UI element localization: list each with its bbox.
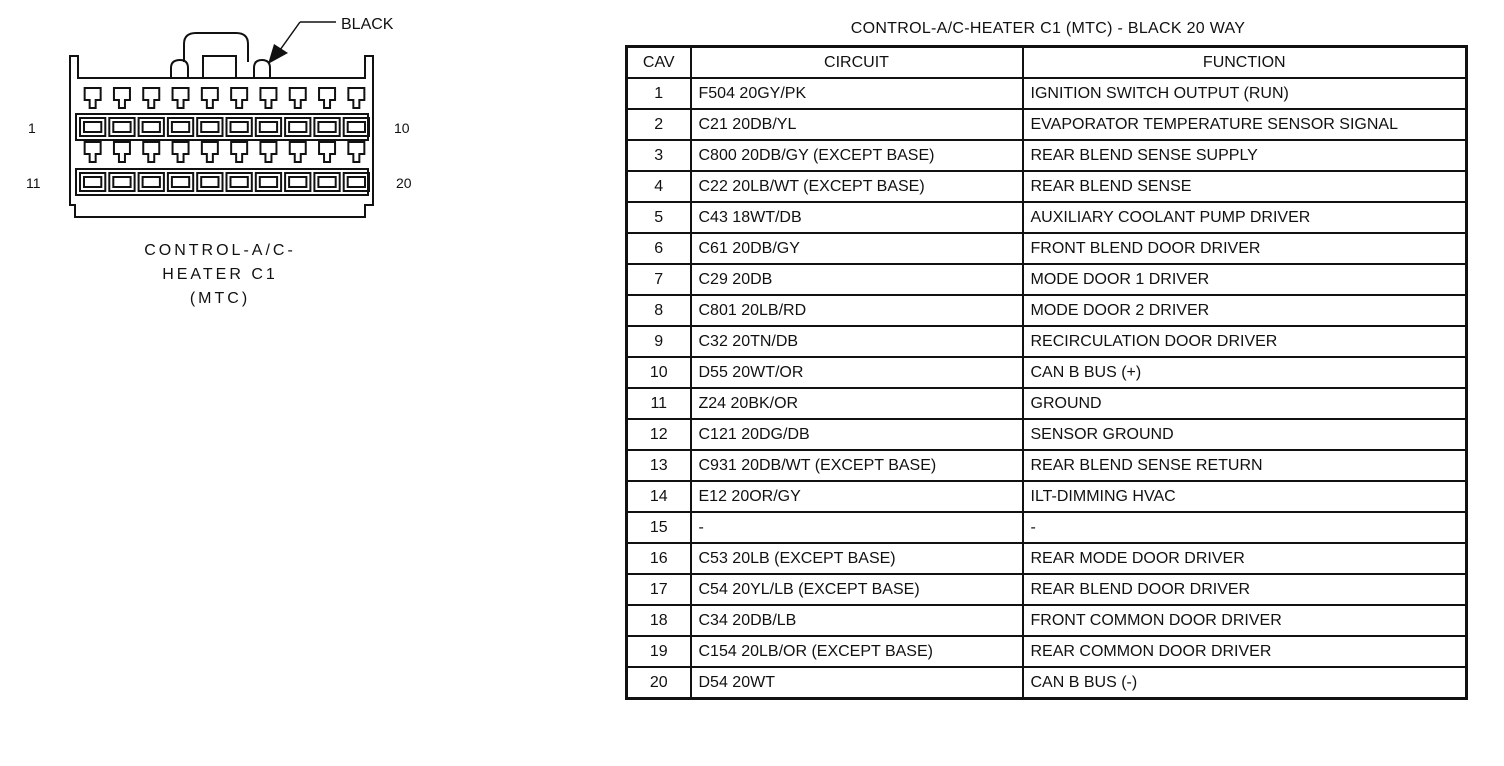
terminal-latch bbox=[290, 88, 306, 108]
terminal-latch bbox=[260, 88, 276, 108]
terminal-latch bbox=[348, 88, 364, 108]
connector-caption-line-3: (MTC) bbox=[189, 290, 251, 307]
terminal-cavity-inner bbox=[201, 122, 218, 132]
circuit-cell: C800 20DB/GY (EXCEPT BASE) bbox=[691, 140, 1023, 171]
function-cell: REAR COMMON DOOR DRIVER bbox=[1023, 636, 1467, 667]
table-title: CONTROL-A/C-HEATER C1 (MTC) - BLACK 20 WAY bbox=[850, 20, 1246, 37]
table-row bbox=[627, 326, 1467, 357]
circuit-cell: C154 20LB/OR (EXCEPT BASE) bbox=[691, 636, 1023, 667]
terminal-latch bbox=[143, 142, 159, 162]
terminal-cavity-inner bbox=[348, 122, 365, 132]
terminal-cavity-inner bbox=[113, 177, 130, 187]
terminal-latch bbox=[173, 88, 189, 108]
pin-label-11: 11 bbox=[26, 175, 41, 191]
terminal-latch bbox=[85, 142, 101, 162]
function-cell: FRONT COMMON DOOR DRIVER bbox=[1023, 605, 1467, 636]
cav-cell: 7 bbox=[627, 264, 691, 295]
terminal-latch bbox=[231, 142, 247, 162]
table-row bbox=[627, 636, 1467, 667]
circuit-cell: D54 20WT bbox=[691, 667, 1023, 699]
terminal-cavity-inner bbox=[84, 122, 101, 132]
pin-label-10: 10 bbox=[394, 120, 410, 136]
circuit-cell: C29 20DB bbox=[691, 264, 1023, 295]
terminal-cavity-inner bbox=[289, 177, 306, 187]
circuit-cell: D55 20WT/OR bbox=[691, 357, 1023, 388]
cav-cell: 10 bbox=[627, 357, 691, 388]
function-cell: IGNITION SWITCH OUTPUT (RUN) bbox=[1023, 78, 1467, 109]
terminal-cavity-inner bbox=[143, 177, 160, 187]
header-circuit: CIRCUIT bbox=[691, 47, 1023, 79]
table-row bbox=[627, 78, 1467, 109]
cav-cell: 15 bbox=[627, 512, 691, 543]
terminal-cavity-inner bbox=[201, 177, 218, 187]
table-row bbox=[627, 419, 1467, 450]
table-row bbox=[627, 605, 1467, 636]
circuit-cell: E12 20OR/GY bbox=[691, 481, 1023, 512]
terminal-cavity-inner bbox=[172, 122, 189, 132]
function-cell: - bbox=[1023, 512, 1467, 543]
terminal-latch bbox=[319, 88, 335, 108]
table-row bbox=[627, 264, 1467, 295]
cav-cell: 6 bbox=[627, 233, 691, 264]
terminal-latch bbox=[231, 88, 247, 108]
cav-cell: 14 bbox=[627, 481, 691, 512]
header-cav: CAV bbox=[627, 47, 691, 79]
cav-cell: 9 bbox=[627, 326, 691, 357]
cav-cell: 19 bbox=[627, 636, 691, 667]
table-row bbox=[627, 574, 1467, 605]
table-row bbox=[627, 481, 1467, 512]
circuit-cell: C34 20DB/LB bbox=[691, 605, 1023, 636]
function-cell: CAN B BUS (-) bbox=[1023, 667, 1467, 699]
function-cell: EVAPORATOR TEMPERATURE SENSOR SIGNAL bbox=[1023, 109, 1467, 140]
terminal-cavity-inner bbox=[260, 177, 277, 187]
cav-cell: 17 bbox=[627, 574, 691, 605]
terminal-latch bbox=[143, 88, 159, 108]
pin-label-20: 20 bbox=[396, 175, 412, 191]
table-row bbox=[627, 202, 1467, 233]
terminal-cavity-inner bbox=[289, 122, 306, 132]
terminal-cavity-inner bbox=[143, 122, 160, 132]
table-row bbox=[627, 512, 1467, 543]
table-row bbox=[627, 140, 1467, 171]
terminal-latch bbox=[319, 142, 335, 162]
terminal-latch bbox=[202, 142, 218, 162]
table-body bbox=[627, 78, 1467, 699]
terminal-latch bbox=[260, 142, 276, 162]
circuit-cell: C22 20LB/WT (EXCEPT BASE) bbox=[691, 171, 1023, 202]
table-row bbox=[627, 233, 1467, 264]
circuit-cell: F504 20GY/PK bbox=[691, 78, 1023, 109]
terminal-cavity-inner bbox=[231, 122, 248, 132]
terminal-cavity-inner bbox=[260, 122, 277, 132]
color-callout-label: BLACK bbox=[341, 16, 394, 33]
circuit-cell: C21 20DB/YL bbox=[691, 109, 1023, 140]
cav-cell: 3 bbox=[627, 140, 691, 171]
function-cell: REAR BLEND SENSE RETURN bbox=[1023, 450, 1467, 481]
terminal-latch bbox=[290, 142, 306, 162]
connector-diagram bbox=[0, 0, 600, 766]
table-row bbox=[627, 295, 1467, 326]
terminal-latch bbox=[348, 142, 364, 162]
circuit-cell: C801 20LB/RD bbox=[691, 295, 1023, 326]
function-cell: REAR BLEND SENSE bbox=[1023, 171, 1467, 202]
terminal-grid bbox=[76, 88, 369, 195]
table-header-row bbox=[627, 47, 1467, 79]
circuit-cell: C121 20DG/DB bbox=[691, 419, 1023, 450]
function-cell: REAR MODE DOOR DRIVER bbox=[1023, 543, 1467, 574]
circuit-cell: - bbox=[691, 512, 1023, 543]
circuit-cell: Z24 20BK/OR bbox=[691, 388, 1023, 419]
terminal-cavity-inner bbox=[84, 177, 101, 187]
circuit-cell: C32 20TN/DB bbox=[691, 326, 1023, 357]
table-row bbox=[627, 450, 1467, 481]
color-callout bbox=[268, 16, 394, 64]
cav-cell: 1 bbox=[627, 78, 691, 109]
terminal-cavity-inner bbox=[113, 122, 130, 132]
cav-cell: 4 bbox=[627, 171, 691, 202]
circuit-cell: C54 20YL/LB (EXCEPT BASE) bbox=[691, 574, 1023, 605]
function-cell: AUXILIARY COOLANT PUMP DRIVER bbox=[1023, 202, 1467, 233]
table-row bbox=[627, 109, 1467, 140]
terminal-cavity-inner bbox=[231, 177, 248, 187]
terminal-cavity-inner bbox=[318, 177, 335, 187]
circuit-cell: C43 18WT/DB bbox=[691, 202, 1023, 233]
table-row bbox=[627, 667, 1467, 699]
terminal-latch bbox=[85, 88, 101, 108]
cav-cell: 13 bbox=[627, 450, 691, 481]
cav-cell: 16 bbox=[627, 543, 691, 574]
circuit-cell: C53 20LB (EXCEPT BASE) bbox=[691, 543, 1023, 574]
cav-cell: 5 bbox=[627, 202, 691, 233]
terminal-latch bbox=[173, 142, 189, 162]
pin-label-1: 1 bbox=[28, 120, 36, 136]
terminal-latch bbox=[114, 142, 130, 162]
table-row bbox=[627, 357, 1467, 388]
function-cell: FRONT BLEND DOOR DRIVER bbox=[1023, 233, 1467, 264]
function-cell: MODE DOOR 2 DRIVER bbox=[1023, 295, 1467, 326]
function-cell: REAR BLEND DOOR DRIVER bbox=[1023, 574, 1467, 605]
cav-cell: 2 bbox=[627, 109, 691, 140]
cav-cell: 8 bbox=[627, 295, 691, 326]
function-cell: SENSOR GROUND bbox=[1023, 419, 1467, 450]
terminal-cavity-inner bbox=[348, 177, 365, 187]
circuit-cell: C61 20DB/GY bbox=[691, 233, 1023, 264]
pinout-table bbox=[625, 45, 1468, 700]
terminal-cavity-inner bbox=[318, 122, 335, 132]
table-row bbox=[627, 543, 1467, 574]
cav-cell: 18 bbox=[627, 605, 691, 636]
function-cell: RECIRCULATION DOOR DRIVER bbox=[1023, 326, 1467, 357]
terminal-latch bbox=[202, 88, 218, 108]
function-cell: CAN B BUS (+) bbox=[1023, 357, 1467, 388]
header-function: FUNCTION bbox=[1023, 47, 1467, 79]
connector-caption-line-1: CONTROL-A/C- bbox=[144, 242, 296, 259]
table-row bbox=[627, 171, 1467, 202]
function-cell: ILT-DIMMING HVAC bbox=[1023, 481, 1467, 512]
connector-caption-line-2: HEATER C1 bbox=[162, 266, 278, 283]
cav-cell: 11 bbox=[627, 388, 691, 419]
terminal-latch bbox=[114, 88, 130, 108]
circuit-cell: C931 20DB/WT (EXCEPT BASE) bbox=[691, 450, 1023, 481]
table-row bbox=[627, 388, 1467, 419]
function-cell: REAR BLEND SENSE SUPPLY bbox=[1023, 140, 1467, 171]
function-cell: MODE DOOR 1 DRIVER bbox=[1023, 264, 1467, 295]
cav-cell: 20 bbox=[627, 667, 691, 699]
cav-cell: 12 bbox=[627, 419, 691, 450]
terminal-cavity-inner bbox=[172, 177, 189, 187]
function-cell: GROUND bbox=[1023, 388, 1467, 419]
